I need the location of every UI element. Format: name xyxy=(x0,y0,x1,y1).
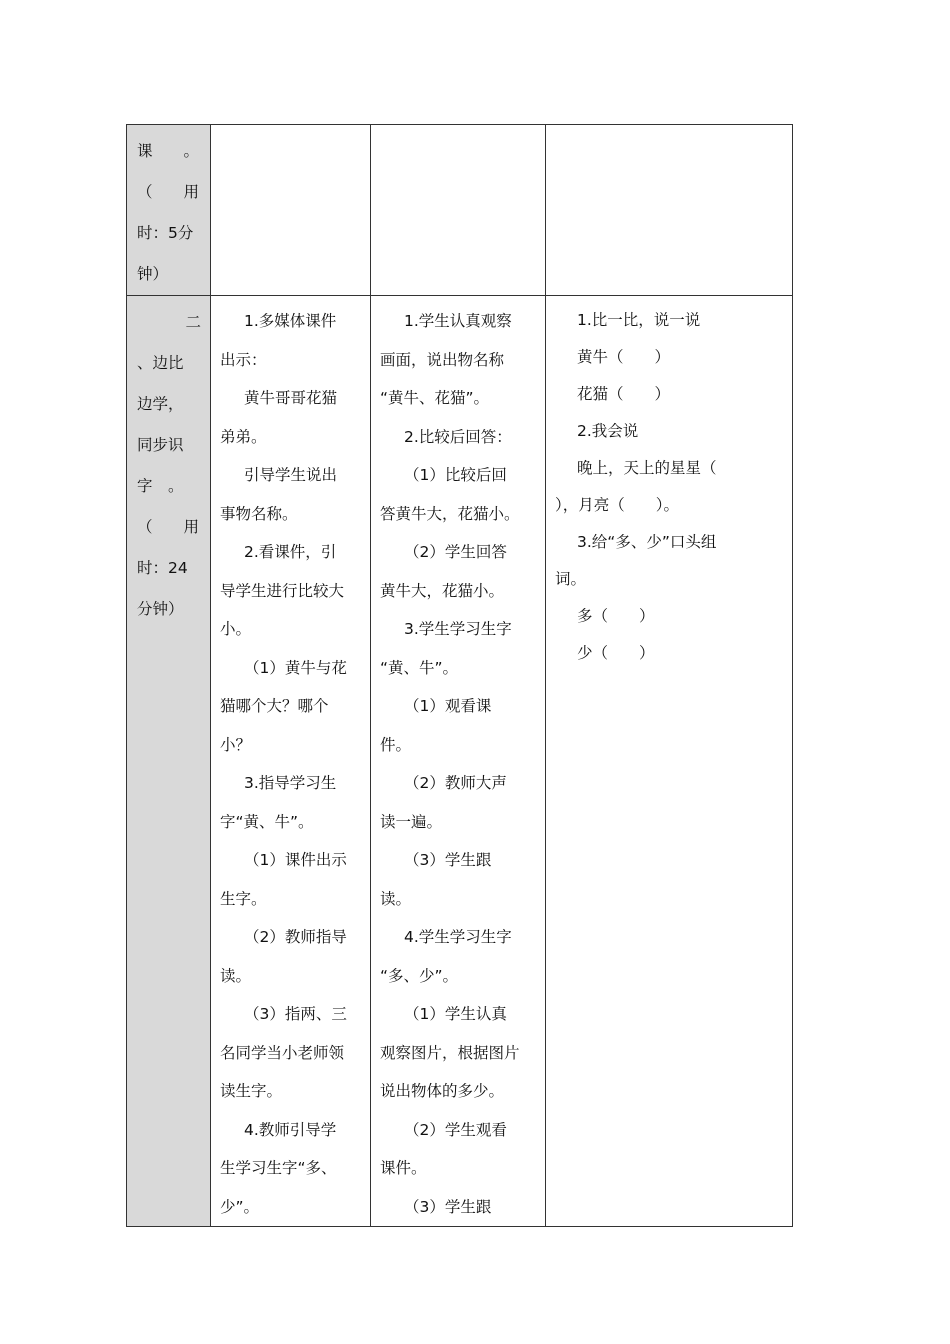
student-line: “黄牛、花猫”。 xyxy=(380,389,490,407)
student-line: 读一遍。 xyxy=(380,812,443,831)
teacher-line: 导学生进行比较大 xyxy=(220,581,345,600)
lesson-plan-table xyxy=(126,124,793,1227)
teacher-line: 1.多媒体课件 xyxy=(244,312,337,330)
student-line: 答黄牛大，花猫小。 xyxy=(380,504,520,523)
student-line: 说出物体的多少。 xyxy=(380,1082,505,1100)
teacher-activity-cell xyxy=(211,296,371,1227)
teacher-line: 读。 xyxy=(220,966,252,985)
teacher-activity-cell xyxy=(211,125,371,296)
table-row xyxy=(127,296,793,1227)
teacher-line: （1）课件出示 xyxy=(244,851,347,869)
student-activity-cell xyxy=(371,296,546,1227)
student-line: （3）学生跟 xyxy=(404,1197,492,1216)
exercise-line: 黄牛（ ） xyxy=(577,348,671,366)
stage-line: （ 用 xyxy=(137,183,200,201)
teacher-line: 弟弟。 xyxy=(220,427,267,446)
student-line: 4.学生学习生字 xyxy=(404,928,512,946)
student-line: （1）比较后回 xyxy=(404,466,507,484)
exercise-line: 晚上，天上的星星（ xyxy=(577,459,717,477)
teacher-line: 事物名称。 xyxy=(220,504,298,523)
teacher-line: 小？ xyxy=(220,735,252,754)
stage-cell xyxy=(127,296,211,1227)
stage-line: 时：5分 xyxy=(137,224,194,242)
teacher-line: 生字。 xyxy=(220,889,267,908)
teacher-line: 3.指导学习生 xyxy=(244,774,337,792)
stage-line: （ 用 xyxy=(137,518,200,536)
table-row xyxy=(127,125,793,296)
exercise-line: 少（ ） xyxy=(577,644,655,662)
teacher-line: （2）教师指导 xyxy=(244,928,347,946)
teacher-line: 生学习生字“多、 xyxy=(220,1159,337,1177)
teacher-line: （1）黄牛与花 xyxy=(244,658,347,677)
stage-line: 钟） xyxy=(137,265,169,283)
student-line: “黄、牛”。 xyxy=(380,658,459,677)
exercise-line: 词。 xyxy=(555,570,587,588)
student-activity-cell xyxy=(371,125,546,296)
teacher-line: 出示： xyxy=(220,350,267,369)
teacher-line: 字“黄、牛”。 xyxy=(220,812,314,831)
stage-line: 字 。 xyxy=(137,477,184,495)
stage-line: 同步识 xyxy=(137,436,184,454)
stage-line: 时：24 xyxy=(137,559,188,577)
student-line: 观察图片，根据图片 xyxy=(380,1043,520,1062)
stage-line: 课 。 xyxy=(137,142,200,160)
student-line: （2）学生观看 xyxy=(404,1120,507,1139)
stage-line: 边学， xyxy=(137,395,184,413)
stage-line: 分钟） xyxy=(137,600,184,618)
student-line: 课件。 xyxy=(380,1159,427,1177)
exercise-line: ），月亮（ ）。 xyxy=(555,496,680,514)
student-line: （1）学生认真 xyxy=(404,1005,507,1023)
student-line: 1.学生认真观察 xyxy=(404,312,512,330)
teacher-line: 读生字。 xyxy=(220,1082,283,1100)
teacher-line: 少”。 xyxy=(220,1197,260,1216)
student-line: 画面，说出物名称 xyxy=(380,350,505,369)
teacher-line: 猫哪个大？哪个 xyxy=(220,697,329,715)
teacher-line: 引导学生说出 xyxy=(244,466,338,484)
teacher-line: （3）指两、三 xyxy=(244,1005,347,1023)
teacher-line: 4.教师引导学 xyxy=(244,1120,337,1139)
exercise-line: 1.比一比，说一说 xyxy=(577,311,701,329)
exercise-cell xyxy=(546,125,793,296)
student-line: 件。 xyxy=(380,735,412,754)
student-line: （2）教师大声 xyxy=(404,774,507,792)
student-line: （3）学生跟 xyxy=(404,851,492,869)
stage-cell xyxy=(127,125,211,296)
teacher-line: 小。 xyxy=(220,620,252,638)
exercise-line: 多（ ） xyxy=(577,607,655,625)
student-line: （1）观看课 xyxy=(404,697,492,715)
teacher-line: 2.看课件，引 xyxy=(244,543,337,561)
student-line: 读。 xyxy=(380,889,412,908)
student-line: 2.比较后回答： xyxy=(404,427,512,446)
student-line: （2）学生回答 xyxy=(404,543,507,561)
teacher-line: 名同学当小老师领 xyxy=(220,1043,345,1062)
stage-line: 、边比 xyxy=(137,354,184,372)
stage-line: 二 xyxy=(185,313,201,331)
student-line: “多、少”。 xyxy=(380,966,459,985)
student-line: 3.学生学习生字 xyxy=(404,620,512,638)
student-line: 黄牛大，花猫小。 xyxy=(380,581,505,600)
teacher-line: 黄牛哥哥花猫 xyxy=(244,389,338,407)
exercise-cell xyxy=(546,296,793,1227)
exercise-line: 2.我会说 xyxy=(577,422,639,440)
exercise-line: 3.给“多、少”口头组 xyxy=(577,533,717,551)
exercise-line: 花猫（ ） xyxy=(577,385,671,403)
